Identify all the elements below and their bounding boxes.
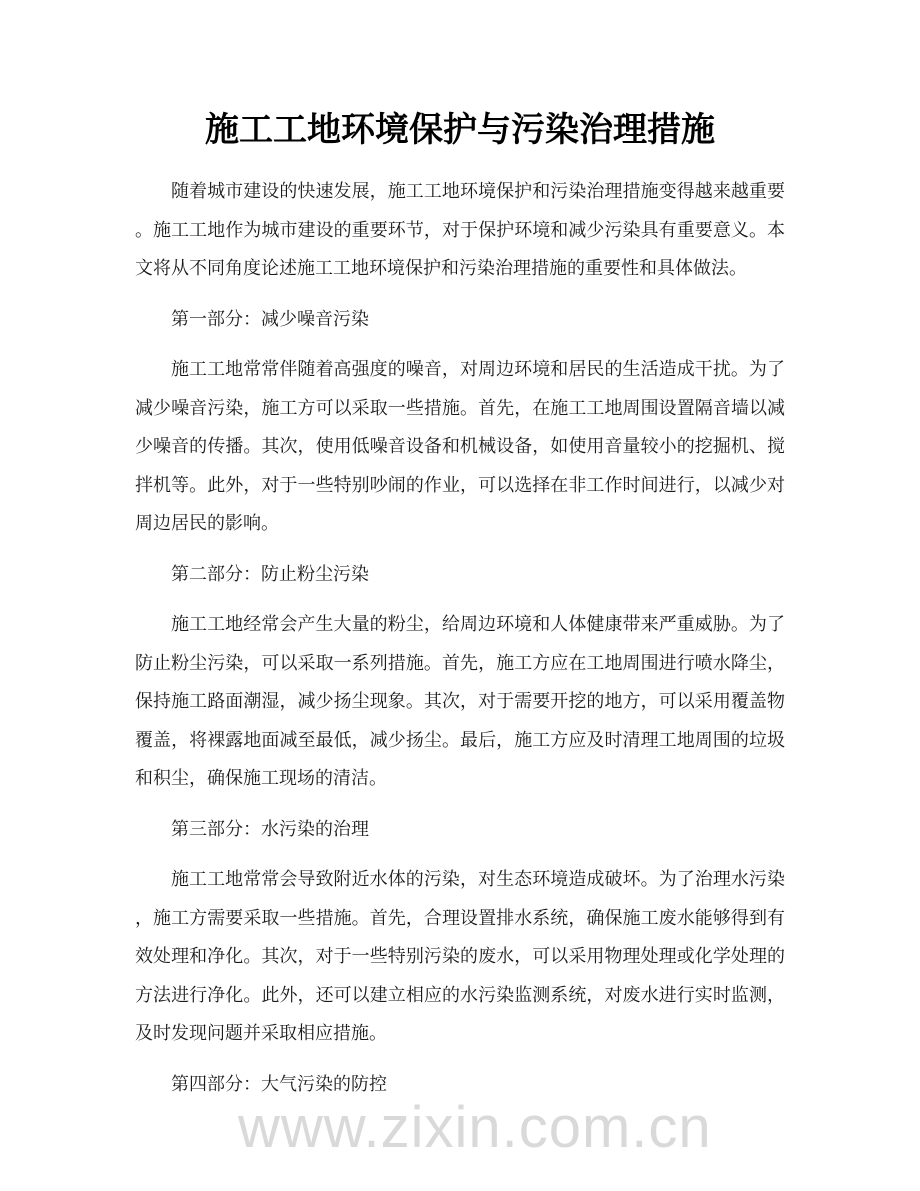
paragraph-line: 少噪音的传播。其次，使用低噪音设备和机械设备，如使用音量较小的挖掘机、搅 [135,436,785,457]
document-title: 施工工地环境保护与污染治理措施 [205,110,715,150]
section-heading-text: 第二部分：防止粉尘污染 [171,563,369,585]
watermark: www.zixin.com.cn [238,1095,712,1160]
section-heading-text: 第四部分：大气污染的防控 [171,1073,387,1095]
paragraph-line: 及时发现问题并采取相应措施。 [135,1023,387,1044]
paragraph-line: 拌机等。此外，对于一些特别吵闹的作业，可以选择在非工作时间进行，以减少对 [135,474,785,496]
section-heading [135,556,785,595]
section-heading-text: 第一部分：减少噪音污染 [171,308,369,330]
paragraph-line: 文将从不同角度论述施工工地环境保护和污染治理措施的重要性和具体做法。 [135,258,747,279]
paragraph-line: 。施工工地作为城市建设的重要环节，对于保护环境和减少污染具有重要意义。本 [135,219,785,241]
section-heading [135,301,785,340]
paragraph-line: 减少噪音污染，施工方可以采取一些措施。首先，在施工工地周围设置隔音墙以减 [135,397,785,419]
paragraph-line: 方法进行净化。此外，还可以建立相应的水污染监测系统，对废水进行实时监测， [135,984,785,1006]
section-paragraph [135,351,785,544]
paragraph-line: 施工工地经常会产生大量的粉尘，给周边环境和人体健康带来严重威胁。为了 [171,614,785,635]
section-paragraph [135,861,785,1054]
paragraph-line: 保持施工路面潮湿，减少扬尘现象。其次，对于需要开挖的地方，可以采用覆盖物 [135,691,785,712]
section-heading-text: 第三部分：水污染的治理 [171,818,369,840]
paragraph-line: 周边居民的影响。 [135,513,279,534]
document-body [135,173,785,1116]
paragraph-line: 防止粉尘污染，可以采取一系列措施。首先，施工方应在工地周围进行喷水降尘， [135,652,785,674]
paragraph-line: 施工工地常常伴随着高强度的噪音，对周边环境和居民的生活造成干扰。为了 [171,359,785,380]
paragraph-line: ，施工方需要采取一些措施。首先，合理设置排水系统，确保施工废水能够得到有 [135,907,785,929]
section-paragraph [135,606,785,799]
paragraph-line: 覆盖，将裸露地面减至最低，减少扬尘。最后，施工方应及时清理工地周围的垃圾 [135,729,785,751]
sections [135,301,785,1105]
intro-paragraph [135,173,785,289]
paragraph-line: 和积尘，确保施工现场的清洁。 [135,768,387,789]
paragraph-line: 随着城市建设的快速发展，施工工地环境保护和污染治理措施变得越来越重要 [171,181,785,202]
section-heading [135,1066,785,1105]
section-heading [135,811,785,850]
paragraph-line: 效处理和净化。其次，对于一些特别污染的废水，可以采用物理处理或化学处理的 [135,946,785,967]
paragraph-line: 施工工地常常会导致附近水体的污染，对生态环境造成破坏。为了治理水污染 [171,869,785,890]
